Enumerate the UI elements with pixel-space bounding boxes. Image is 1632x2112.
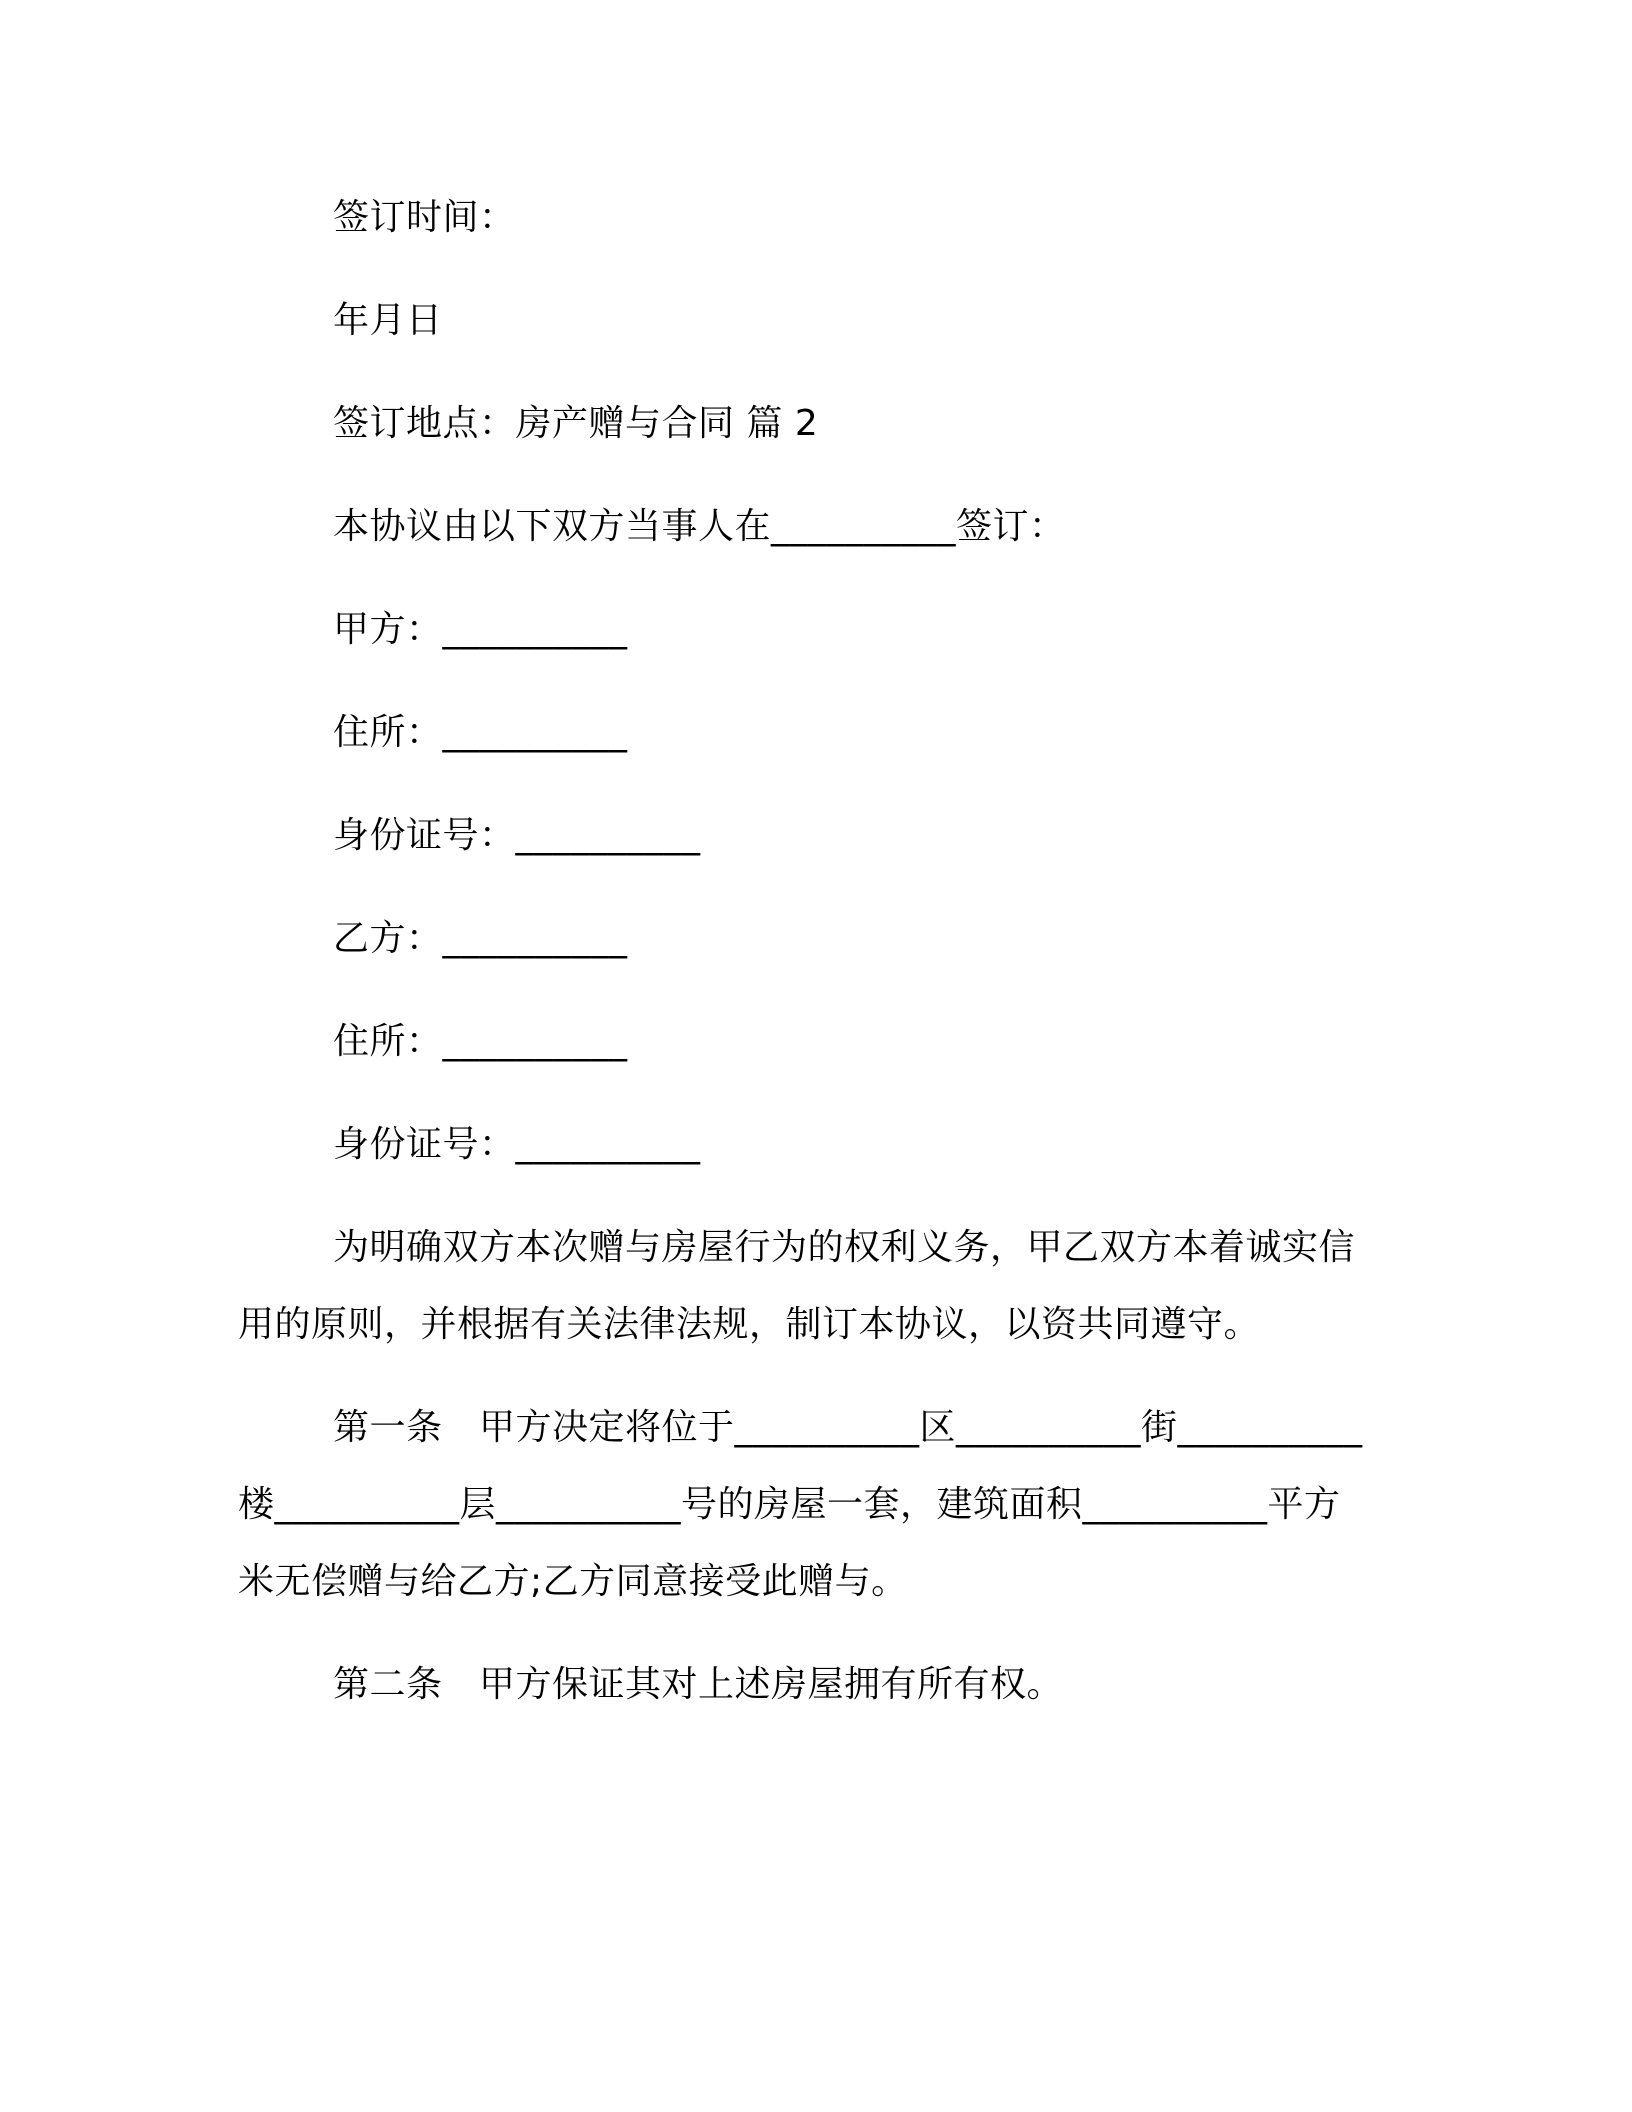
party-a-field: 甲方：__________	[333, 609, 628, 650]
date-placeholder: 年月日	[333, 300, 443, 341]
article-two: 第二条 甲方保证其对上述房屋拥有所有权。	[333, 1664, 1064, 1705]
article-one-line-1: 第一条 甲方决定将位于__________区__________街__________	[333, 1407, 1363, 1448]
agreement-intro: 本协议由以下双方当事人在__________签订：	[333, 506, 1066, 547]
purpose-paragraph-line-2: 用的原则，并根据有关法律法规，制订本协议，以资共同遵守。	[238, 1304, 1261, 1345]
purpose-paragraph-line-1: 为明确双方本次赠与房屋行为的权利义务，甲乙双方本着诚实信	[333, 1227, 1356, 1268]
signing-place-heading: 签订地点：房产赠与合同 篇 2	[333, 403, 819, 444]
party-b-id-field: 身份证号：__________	[333, 1124, 701, 1165]
party-b-field: 乙方：__________	[333, 918, 628, 959]
party-b-address-field: 住所：__________	[333, 1021, 628, 1062]
article-one-line-3: 米无偿赠与给乙方;乙方同意接受此赠与。	[238, 1561, 908, 1602]
signing-time-label: 签订时间：	[333, 197, 516, 238]
party-a-address-field: 住所：__________	[333, 712, 628, 753]
article-one-line-2: 楼__________层__________号的房屋一套，建筑面积__________平方	[238, 1484, 1341, 1525]
party-a-id-field: 身份证号：__________	[333, 815, 701, 856]
